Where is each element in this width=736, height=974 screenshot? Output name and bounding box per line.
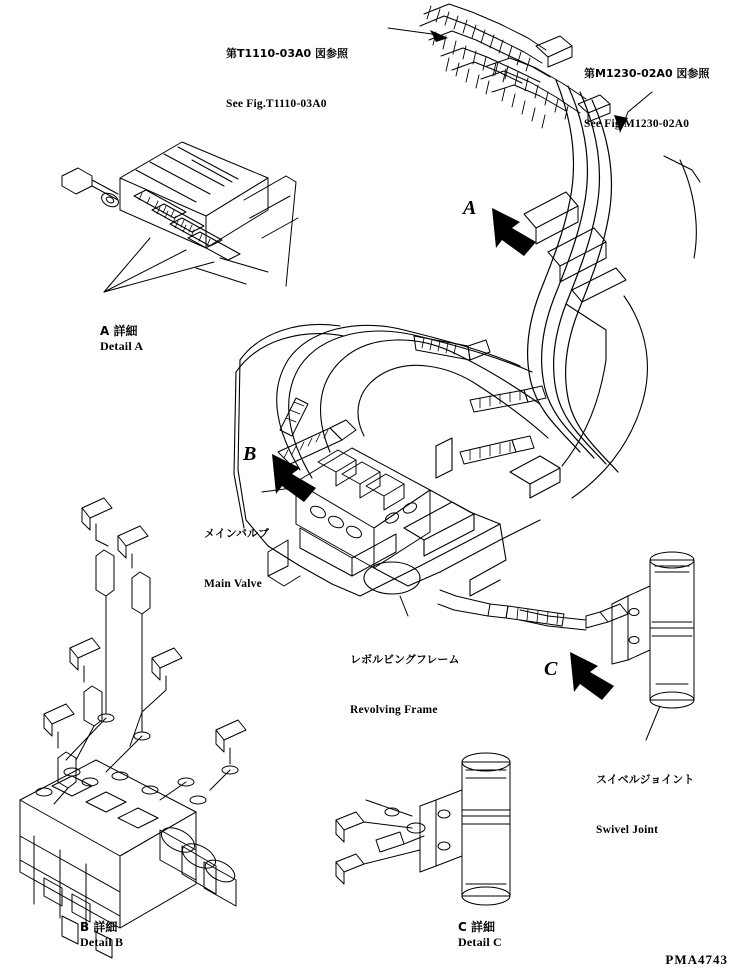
label-revolving-frame: [350, 616, 459, 756]
detail-b-en: Detail B: [80, 935, 124, 949]
main-valve-en: Main Valve: [204, 578, 262, 591]
ref-t1110: [226, 10, 348, 150]
detail-a-en: Detail A: [100, 339, 144, 353]
drawing-part-number: PMA4743: [665, 952, 728, 967]
detail-b-caption: [80, 918, 123, 950]
callout-c-letter: C: [544, 658, 558, 680]
label-swivel-joint: [596, 736, 694, 876]
leader-t1110: [388, 28, 432, 34]
hose-clamp-plates: [524, 192, 626, 302]
revolving-frame-jp: レボルビングフレーム: [350, 652, 460, 666]
revolving-frame-en: Revolving Frame: [350, 704, 438, 717]
main-valve-jp: メインバルブ: [204, 526, 270, 540]
detail-b-jp: B 詳細: [80, 920, 118, 934]
swivel-joint-main: [438, 552, 694, 708]
leader-revolving-frame: [400, 596, 408, 616]
upper-hose-bundle: [420, 4, 610, 128]
detail-c-en: Detail C: [458, 935, 502, 949]
swivel-joint-en: Swivel Joint: [596, 824, 659, 837]
detail-a-caption: [100, 322, 143, 354]
ref-m1230: [584, 30, 709, 170]
ref-t1110-jp: 第T1110-03A0 図参照: [226, 46, 348, 60]
label-main-valve: [204, 490, 269, 630]
swivel-joint-jp: スイベルジョイント: [596, 772, 695, 786]
detail-a-jp: A 詳細: [100, 324, 138, 338]
ref-m1230-en: See Fig.M1230-02A0: [584, 118, 690, 131]
callout-b-letter: B: [243, 443, 257, 465]
leader-swivel-joint: [646, 706, 660, 740]
detail-a-assembly: [62, 142, 298, 292]
detail-c-caption: [458, 918, 502, 950]
ref-m1230-jp: 第M1230-02A0 図参照: [584, 66, 710, 80]
callout-a-letter: A: [463, 197, 477, 219]
detail-c-assembly: [336, 753, 510, 905]
detail-c-jp: C 詳細: [458, 920, 495, 934]
hose-end-fittings: [278, 336, 546, 464]
ref-t1110-en: See Fig.T1110-03A0: [226, 98, 327, 111]
valve-hoses: [277, 325, 548, 478]
